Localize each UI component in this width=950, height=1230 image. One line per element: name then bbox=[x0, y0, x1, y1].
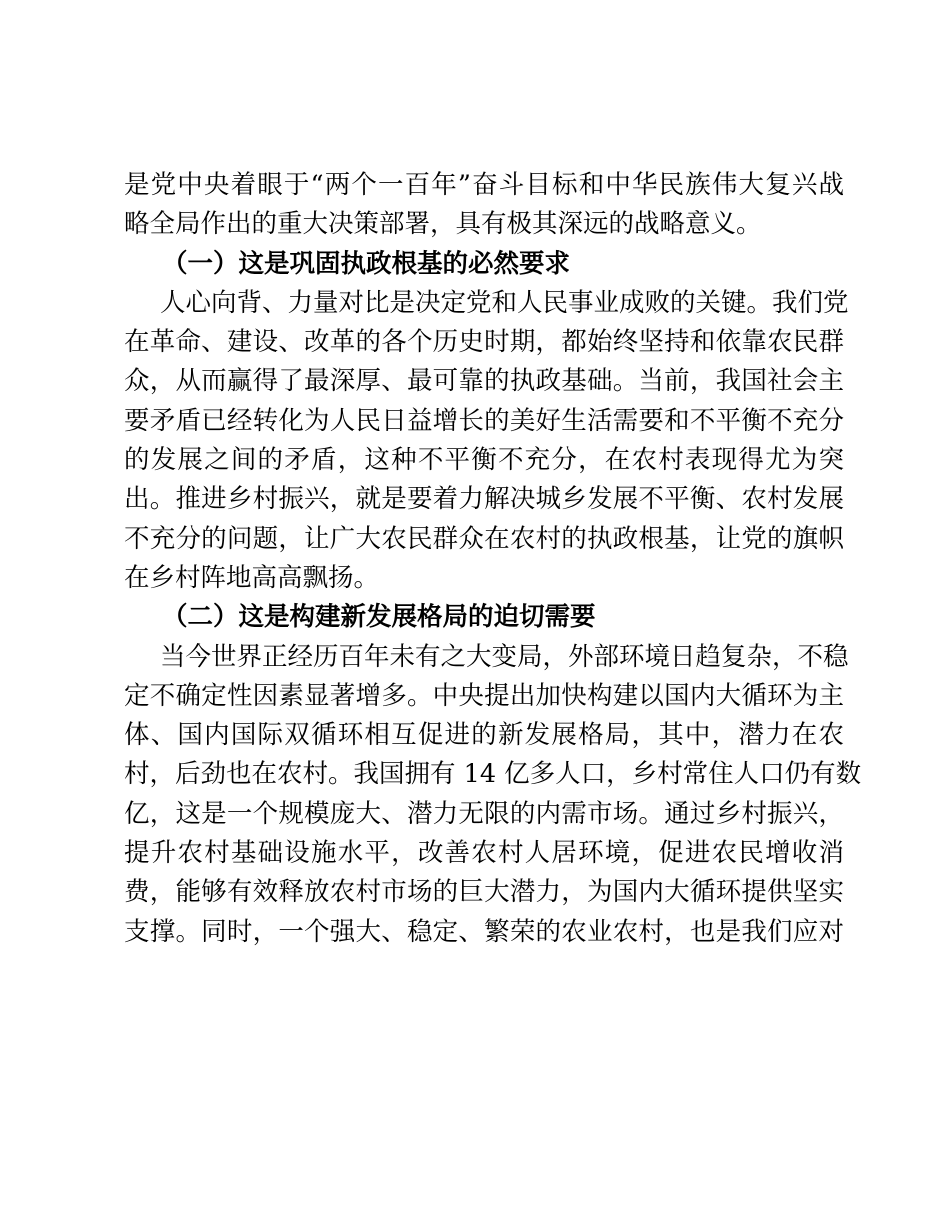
paragraph-line: 当今世界正经历百年未有之大变局，外部环境日趋复杂，不稳 bbox=[160, 641, 849, 672]
paragraph-line: 村，后劲也在农村。我国拥有 14 亿多人口，乡村常住人口仍有数 bbox=[124, 759, 862, 790]
section-heading: （一）这是巩固执政根基的必然要求 bbox=[162, 248, 571, 279]
paragraph-line: 定不确定性因素显著增多。中央提出加快构建以国内大循环为主 bbox=[124, 680, 844, 711]
paragraph-line: 费，能够有效释放农村市场的巨大潜力，为国内大循环提供坚实 bbox=[124, 877, 844, 908]
paragraph-line: 体、国内国际双循环相互促进的新发展格局，其中，潜力在农 bbox=[124, 720, 844, 751]
paragraph-line: 略全局作出的重大决策部署，具有极其深远的战略意义。 bbox=[124, 209, 762, 240]
paragraph-line: 提升农村基础设施水平，改善农村人居环境，促进农民增收消 bbox=[124, 838, 844, 869]
paragraph-line: 出。推进乡村振兴，就是要着力解决城乡发展不平衡、农村发展 bbox=[124, 484, 844, 515]
paragraph-line: 要矛盾已经转化为人民日益增长的美好生活需要和不平衡不充分 bbox=[124, 405, 844, 436]
section-heading: （二）这是构建新发展格局的迫切需要 bbox=[162, 602, 596, 633]
paragraph-line: 是党中央着眼于“两个一百年”奋斗目标和中华民族伟大复兴战 bbox=[124, 170, 844, 200]
paragraph-line: 众，从而赢得了最深厚、最可靠的执政基础。当前，我国社会主 bbox=[124, 366, 844, 397]
paragraph-line: 在乡村阵地高高飘扬。 bbox=[124, 562, 380, 593]
paragraph-line: 人心向背、力量对比是决定党和人民事业成败的关键。我们党 bbox=[160, 287, 849, 318]
paragraph-line: 的发展之间的矛盾，这种不平衡不充分，在农村表现得尤为突 bbox=[124, 445, 844, 476]
paragraph-line: 亿，这是一个规模庞大、潜力无限的内需市场。通过乡村振兴， bbox=[124, 798, 844, 829]
paragraph-line: 在革命、建设、改革的各个历史时期，都始终坚持和依靠农民群 bbox=[124, 327, 844, 358]
paragraph-line: 不充分的问题，让广大农民群众在农村的执政根基，让党的旗帜 bbox=[124, 523, 844, 554]
document-body bbox=[124, 166, 862, 952]
paragraph-line: 支撑。同时，一个强大、稳定、繁荣的农业农村，也是我们应对 bbox=[124, 916, 844, 947]
